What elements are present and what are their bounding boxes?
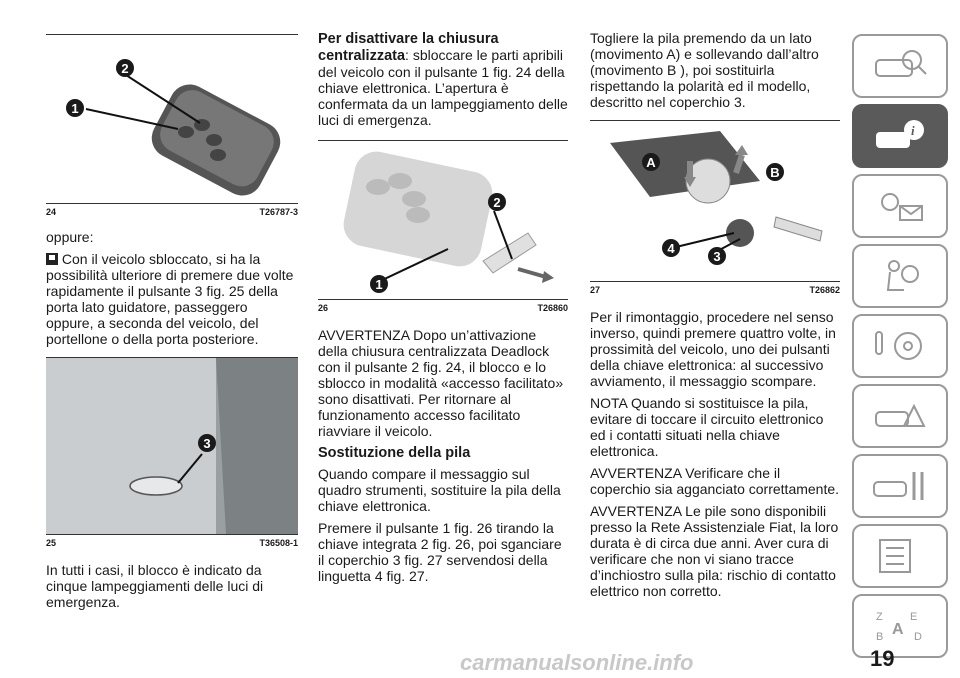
figure-24-caption (46, 203, 298, 217)
inline-heading: Per disattivare la chiusura centralizzata (318, 31, 499, 64)
paragraph: Togliere la pila premendo da un lato (movimento A) e sollevando dall’altro (movimento B ), poi sostituirla rispettando la polarità ed il modello, descritto nel coperchio 3. (590, 30, 819, 110)
paragraph: NOTA Quando si sostituisce la pila, evitare di toccare il circuito elettronico ed i contatti situati nella chiave elettronica. (590, 395, 824, 459)
paragraph: In tutti i casi, il blocco è indicato da cinque lampeggiamenti delle luci di emergenza. (46, 562, 264, 610)
callout-1: 1 (370, 275, 388, 293)
tab-safety[interactable] (852, 244, 948, 308)
tab-emergency[interactable] (852, 384, 948, 448)
callout-2: 2 (488, 193, 506, 211)
section-heading: Sostituzione della pila (318, 445, 471, 461)
svg-text:E: E (910, 611, 918, 623)
figure-number: 24 (46, 207, 57, 217)
paragraph: AVVERTENZA Dopo un’attivazione della chiusura centralizzata Deadlock con il pulsante 2 fig. 24, il blocco e lo sblocco in modalità «accesso facilitato» sono disattivati. Per ritornare al funzionamento accesso facilitato riavviare il veicolo. (318, 327, 564, 439)
tab-warning-lights[interactable] (852, 174, 948, 238)
tab-maintenance[interactable] (852, 454, 948, 518)
figure-24-image (46, 35, 298, 203)
figure-code: T36508-1 (259, 538, 298, 548)
figure-24 (46, 35, 298, 217)
paragraph: Premere il pulsante 1 fig. 26 tirando la chiave integrata 2 fig. 26, poi sganciare il coperchio 3 fig. 27 servendosi della linguetta 4 fig. 27. (318, 520, 562, 584)
callout-3: 3 (708, 247, 726, 265)
svg-text:i: i (911, 123, 915, 138)
key-card-blade-illustration (318, 141, 568, 299)
callout-A: A (642, 153, 660, 171)
column-1 (46, 30, 298, 616)
column-2 (318, 30, 568, 590)
figure-26 (318, 140, 568, 313)
key-card-illustration (46, 35, 298, 203)
svg-text:A: A (892, 621, 904, 638)
car-emergency-icon (870, 396, 930, 436)
column-3 (590, 30, 840, 605)
paragraph: AVVERTENZA Le pile sono disponibili presso la Rete Assistenziale Fiat, la loro durata è di circa due anni. Aver cura di verificare che non vi siano tracce d’inchiostro sulla pila: rischio di contatto elettrico non corretto. (590, 503, 839, 599)
tab-technical-data[interactable] (852, 524, 948, 588)
figure-27-caption (590, 281, 840, 295)
tab-car-search[interactable] (852, 34, 948, 98)
figure-number: 26 (318, 303, 329, 313)
paragraph: AVVERTENZA Verificare che il coperchio sia agganciato correttamente. (590, 465, 840, 497)
figure-code: T26862 (809, 285, 840, 295)
callout-2: 2 (116, 59, 134, 77)
key-icon (46, 253, 58, 265)
figure-26-image (318, 141, 568, 299)
figure-25-image (46, 358, 298, 534)
callout-3: 3 (198, 434, 216, 452)
watermark: carmanualsonline.info (460, 650, 694, 675)
svg-text:B: B (876, 631, 884, 643)
figure-25-caption (46, 534, 298, 548)
figure-27-image (590, 121, 840, 281)
car-search-icon (870, 46, 930, 86)
alphabet-index-icon (870, 606, 930, 646)
index-list-icon (870, 536, 930, 576)
figure-26-caption (318, 299, 568, 313)
tab-alphabetical-index[interactable] (852, 594, 948, 658)
figure-code: T26860 (537, 303, 568, 313)
callout-B: B (766, 163, 784, 181)
paragraph-text: Con il veicolo sbloccato, si ha la possibilità ulteriore di premere due volte rapidamente il pulsante 3 fig. 25 della porta lato guidatore, passeggero oppure, a seconda del veicolo, del portellone o della porta posteriore. (46, 251, 294, 347)
figure-25 (46, 357, 298, 548)
door-handle-illustration (46, 358, 298, 534)
svg-text:D: D (914, 631, 922, 643)
car-tools-icon (870, 466, 930, 506)
tab-car-info[interactable] (852, 104, 948, 168)
paragraph-with-heading (318, 30, 568, 128)
figure-number: 27 (590, 285, 601, 295)
airbag-seat-icon (870, 256, 930, 296)
car-info-icon (870, 116, 930, 156)
paragraph: oppure: (46, 229, 94, 245)
page-number: 19 (870, 646, 895, 671)
callout-4: 4 (662, 239, 680, 257)
paragraph: Quando compare il messaggio sul quadro strumenti, sostituire la pila della chiave elettronica. (318, 466, 561, 514)
figure-code: T26787-3 (259, 207, 298, 217)
callout-1: 1 (66, 99, 84, 117)
tab-starting-driving[interactable] (852, 314, 948, 378)
paragraph: Per il rimontaggio, procedere nel senso inverso, quindi premere quattro volte, in prossimità del veicolo, uno dei pulsanti della chiave elettronica: al successivo avviamento, il messaggio scompare. (590, 309, 836, 389)
paragraph-text: : sbloccare le parti apribili del veicolo con il pulsante 1 fig. 24 della chiave elettronica. L’apertura è confermata da un lampeggiamento delle luci di emergenza. (318, 47, 568, 128)
figure-27 (590, 120, 840, 295)
warning-light-message-icon (870, 186, 930, 226)
svg-text:Z: Z (876, 611, 883, 623)
paragraph-with-icon (46, 251, 298, 347)
key-steering-wheel-icon (870, 326, 930, 366)
figure-number: 25 (46, 538, 57, 548)
